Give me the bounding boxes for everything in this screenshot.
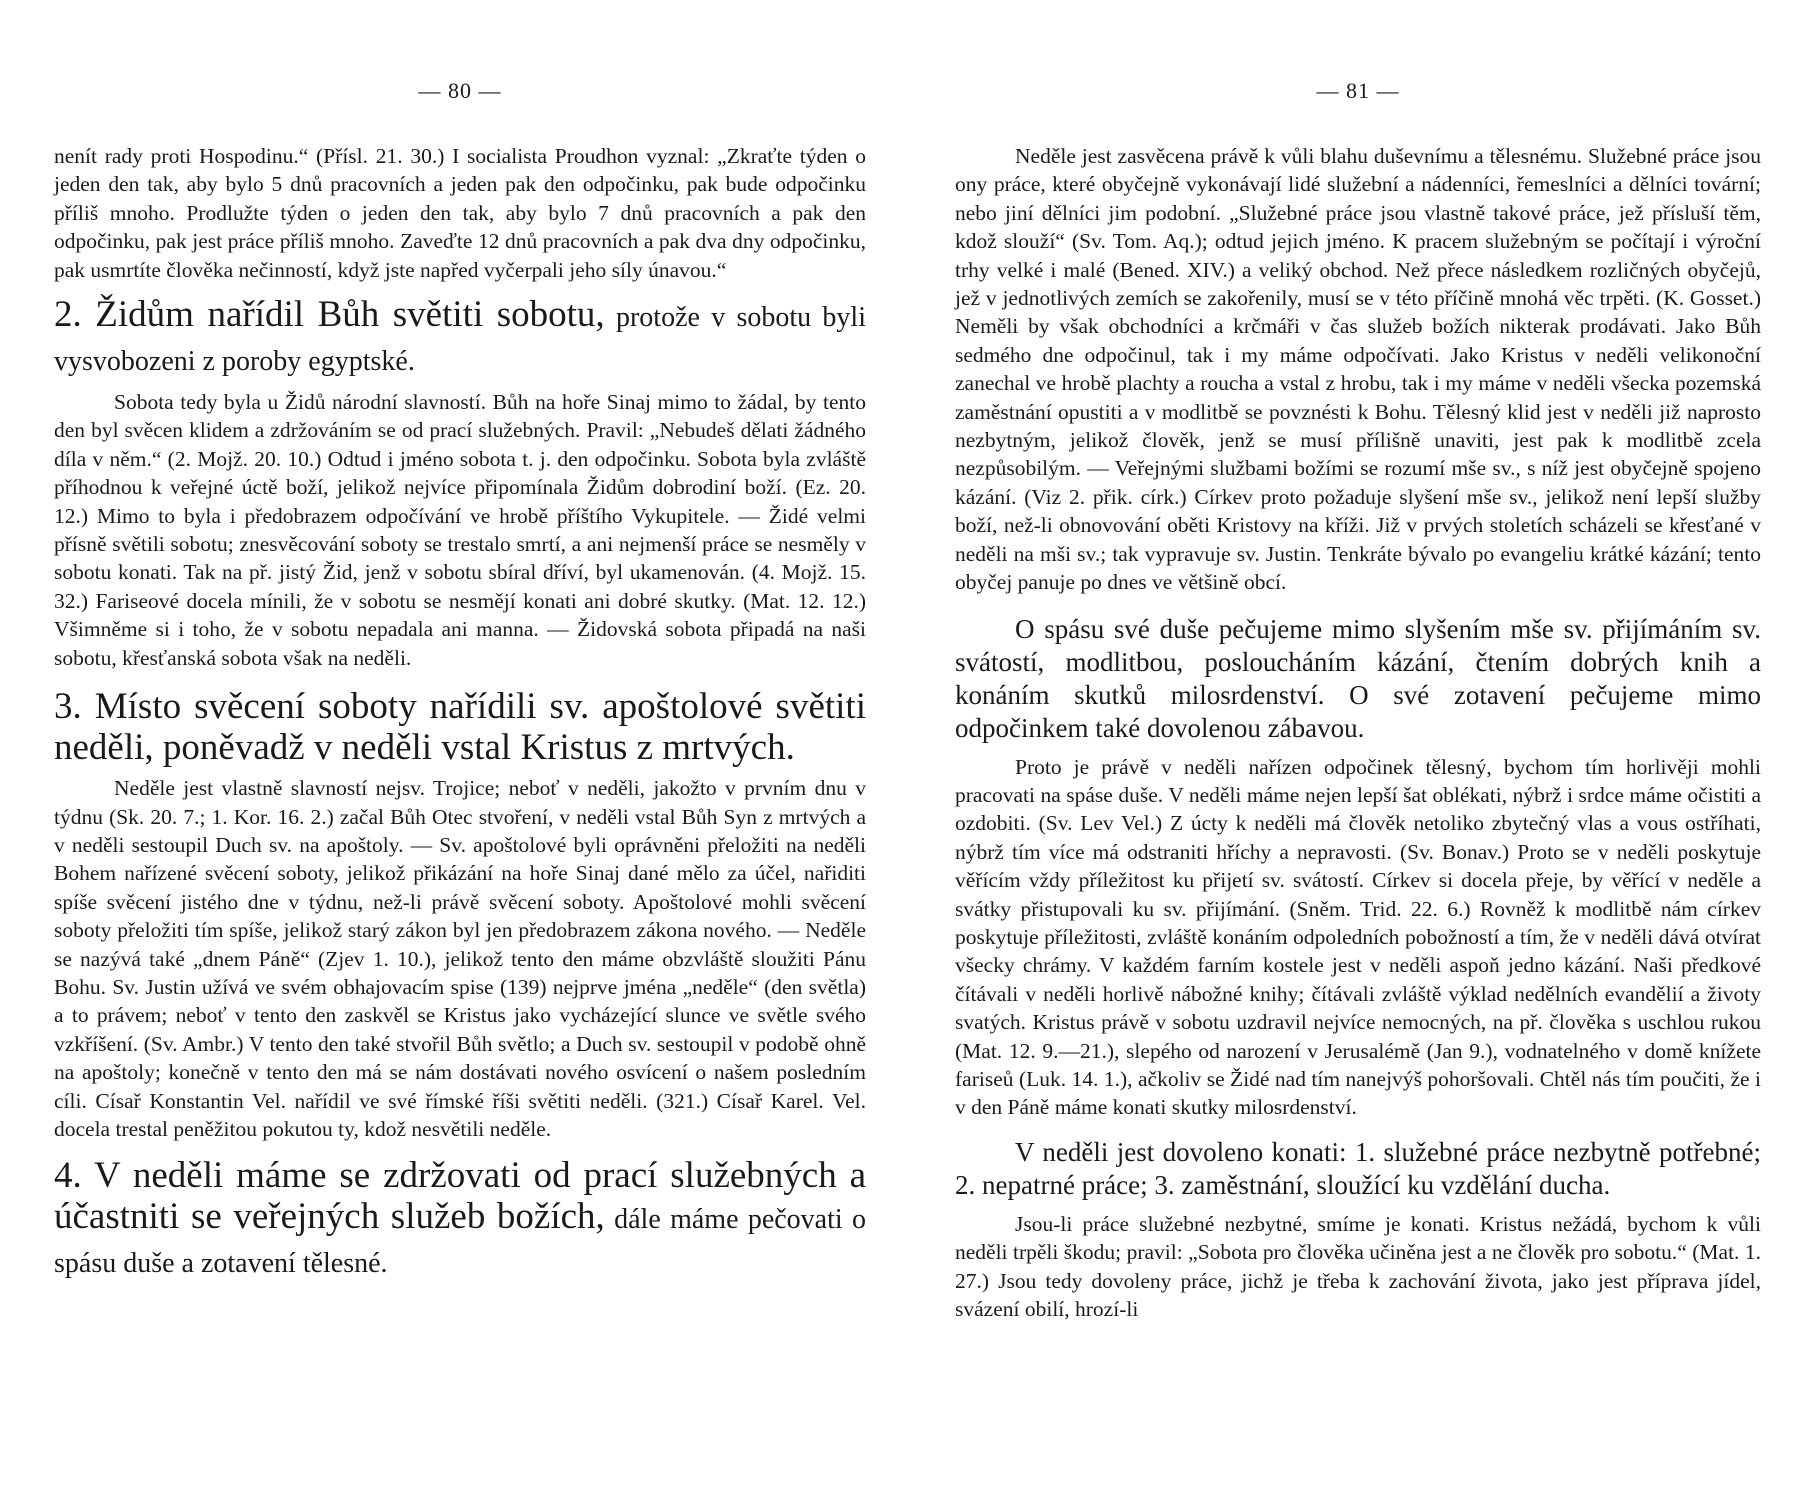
heading-tail: protože v sobotu byli vysvobozeni z poroby egyptské.: [54, 302, 866, 378]
right-page: [955, 0, 1761, 1323]
section-heading-4: [54, 1155, 866, 1284]
paragraph: Neděle jest vlastně slavností nejsv. Trojice; neboť v neděli, jakožto v prvním dnu v týdnu (Sk. 20. 7.; 1. Kor. 16. 2.) začal Bůh Otec stvoření, v neděli vstal Bůh Syn z mrtvých a v neděli sestoupil Duch sv. na apoštoly. — Sv. apoštolové byli oprávněni přeložiti na neděli Bohem nařízené svěcení soboty, jelikož přikázání na hoře Sinaj dané mělo za účel, nařiditi spíše svěcení jistého dne v týdnu, než-li právě svěcení soboty. Apoštolové mohli svěcení soboty přeložiti tím spíše, jelikož starý zákon byl jen předobrazem zákona nového. — Neděle se nazývá také „dnem Páně“ (Zjev 1. 10.), jelikož tento den máme obzvláště sloužiti Pánu Bohu. Sv. Justin užívá ve svém obhajovacím spise (139) nejprve jména „neděle“ (den světla) a to právem; neboť v tento den zaskvěl se Kristus jako vycházející slunce ve světle svého vzkříšení. (Sv. Ambr.) V tento den také stvořil Bůh světlo; a Duch sv. sestoupil v podobě ohně na apoštoly; konečně v tento den má se nám dostávati nového osvícení o našem posledním cíli. Císař Konstantin Vel. nařídil ve své římské říši světiti neděli. (321.) Císař Karel. Vel. docela trestal peněžitou pokutou ty, kdož nesvětili neděle.: [54, 776, 866, 1141]
left-page: [54, 0, 866, 1290]
paragraph: Jsou-li práce služebné nezbytné, smíme je konati. Kristus nežádá, bychom k vůli neděli trpěli škodu; pravil: „Sobota pro člověka učiněna jest a ne člověk pro sobotu.“ (Mat. 1. 27.) Jsou tedy dovoleny práce, jichž je třeba k zachování života, jako jest příprava jídel, svázení obilí, hrozí-li: [955, 1211, 1761, 1321]
heading-text: 4. V neděli máme se zdržovati od prací služebných a účastniti se veřejných služeb božích,: [54, 1155, 866, 1238]
paragraph: Sobota tedy byla u Židů národní slavností. Bůh na hoře Sinaj mimo to žádal, by tento den byl svěcen klidem a zdržováním se od prací služebných. Pravil: „Nebudeš dělati žádného díla v něm.“ (2. Mojž. 20. 10.) Odtud i jméno sobota t. j. den odpočinku. Sobota byla zvláště příhodnou k veřejné úctě boží, jelikož nejvíce připomínala Židům dobrodiní boží. (Ez. 20. 12.) Mimo to byla i předobrazem odpočívání ve hrobě příštího Vykupitele. — Židé velmi přísně světili sobotu; znesvěcování soboty se trestalo smrtí, a ani nejmenší práce se nesměly v sobotu konati. Tak na př. jistý Žid, jenž v sobotu sbíral dříví, byl ukamenován. (4. Mojž. 15. 32.) Fariseové docela mínili, že v sobotu se nesmějí konati ani dobré skutky. (Mat. 12. 12.) Všimněme si i toho, že v sobotu nepadala ani manna. — Židovská sobota připadá na naši sobotu, křesťanská sobota však na neděli.: [54, 390, 866, 670]
section-heading-2: [54, 294, 866, 382]
section-heading-6: V neděli jest dovoleno konati: 1. služebné práce nezbytně potřebné; 2. nepatrné práce; 3. zaměstnání, sloužící ku vzdělání ducha.: [955, 1136, 1761, 1200]
page-number: — 81 —: [1316, 78, 1400, 103]
heading-tail: dále máme pečovati o spásu duše a zotavení tělesné.: [54, 1204, 866, 1280]
section-heading-3: 3. Místo svěcení soboty nařídili sv. apoštolové světiti neděli, poněvadž v neděli vstal Kristus z mrtvých.: [54, 686, 866, 769]
paragraph: Proto je právě v neděli nařízen odpočinek tělesný, bychom tím horlivěji mohli pracovati na spáse duše. V neděli máme nejen lepší šat oblékati, nýbrž i srdce máme očistiti a ozdobiti. (Sv. Lev Vel.) Z úcty k neděli má člověk netoliko zbytečný vlas a vous ostříhati, nýbrž tím více má odstraniti hříchy a nepravosti. (Sv. Bonav.) Proto se v neděli poskytuje věřícím vždy příležitost ku přijetí sv. svátostí. Církev si docela přeje, by věřící v neděle a svátky přistupovali ku sv. přijímání. (Sněm. Trid. 22. 6.) Rovněž k modlitbě nám církev poskytuje příležitosti, zvláště konáním odpoledních pobožností a tím, že v neděli dává otvírat všecky chrámy. V každém farním kostele jest v neděli aspoň jedno kázání. Naši předkové čítávali v neděli horlivě nábožné knihy; čítávali zvláště výklad nedělních evandělií a životy svatých. Kristus právě v sobotu uzdravil nejvíce nemocných, na př. člověka s uschlou rukou (Mat. 12. 9.—21.), slepého od narození v Jerusalémě (Jan 9.), vodnatelného v domě knížete fariseů (Luk. 14. 1.), ačkoliv se Židé nad tím nanejvýš pohoršovali. Chtěl nás tím poučiti, že i v den Páně máme konati skutky milosrdenství.: [955, 754, 1761, 1120]
section-heading-5: O spásu své duše pečujeme mimo slyšením mše sv. přijímáním sv. svátostí, modlitbou, posloucháním kázání, čtením dobrých knih a konáním skutků milosrdenství. O své zotavení pečujeme mimo odpočinkem také dovolenou zábavou.: [955, 613, 1761, 743]
page-number: — 80 —: [418, 78, 502, 103]
paragraph: nenít rady proti Hospodinu.“ (Přísl. 21. 30.) I socialista Proudhon vyznal: „Zkraťte týden o jeden den tak, aby bylo 5 dnů pracovních a jeden pak den odpočinku, pak bude odpočinku příliš mnoho. Prodlužte týden o jeden den tak, aby bylo 7 dnů pracovních a pak den odpočinku, pak jest práce příliš mnoho. Zaveďte 12 dnů pracovních a pak dva dny odpočinku, pak usmrtíte člověka nečinností, když jste napřed vyčerpali jeho síly únavou.“: [54, 144, 866, 282]
paragraph: Neděle jest zasvěcena právě k vůli blahu duševnímu a tělesnému. Služebné práce jsou ony práce, které obyčejně vykonávají lidé služební a nádenníci, řemeslníci a dělníci tovární; nebo jiní dělníci jim podobní. „Služebné práce jsou vlastně takové práce, jež přísluší těm, kdož slouží“ (Sv. Tom. Aq.); odtud jejich jméno. K pracem služebným se počítají i výroční trhy velké i malé (Bened. XIV.) a veliký obchod. Než přece následkem rozličných obyčejů, jež v jednotlivých zemích se zakořenily, musí se v této příčině mnohá věc trpěti. (K. Gosset.) Neměli by však obchodníci a krčmáři v čas služeb božích nikterak prodávati. Jako Bůh sedmého dne odpočinul, tak i my máme odpočívati. Jako Kristus v neděli velikonoční zanechal ve hrobě plachty a roucha a vstal z hrobu, tak i my máme v neděli všecka pozemská zaměstnání opustiti a v modlitbě se povznésti k Bohu. Tělesný klid jest v neděli již naprosto nezbytným, jelikož člověk, jenž se musí přílišně unaviti, jest pak k modlitbě zcela nezpůsobilým. — Veřejnými službami božími se rozumí mše sv., s níž jest obyčejně spojeno kázání. (Viz 2. přik. círk.) Církev proto požaduje slyšení mše sv., jelikož není lepší služby boží, než-li obnovování oběti Kristovy na kříži. Již v prvých stoletích scházeli se křesťané v neděli na mši sv.; tak vypravuje sv. Justin. Tenkráte bývalo po evangeliu krátké kázání; tento obyčej panuje po dnes ve většině obcí.: [955, 144, 1761, 595]
heading-text: 2. Židům nařídil Bůh světiti sobotu,: [54, 294, 605, 336]
